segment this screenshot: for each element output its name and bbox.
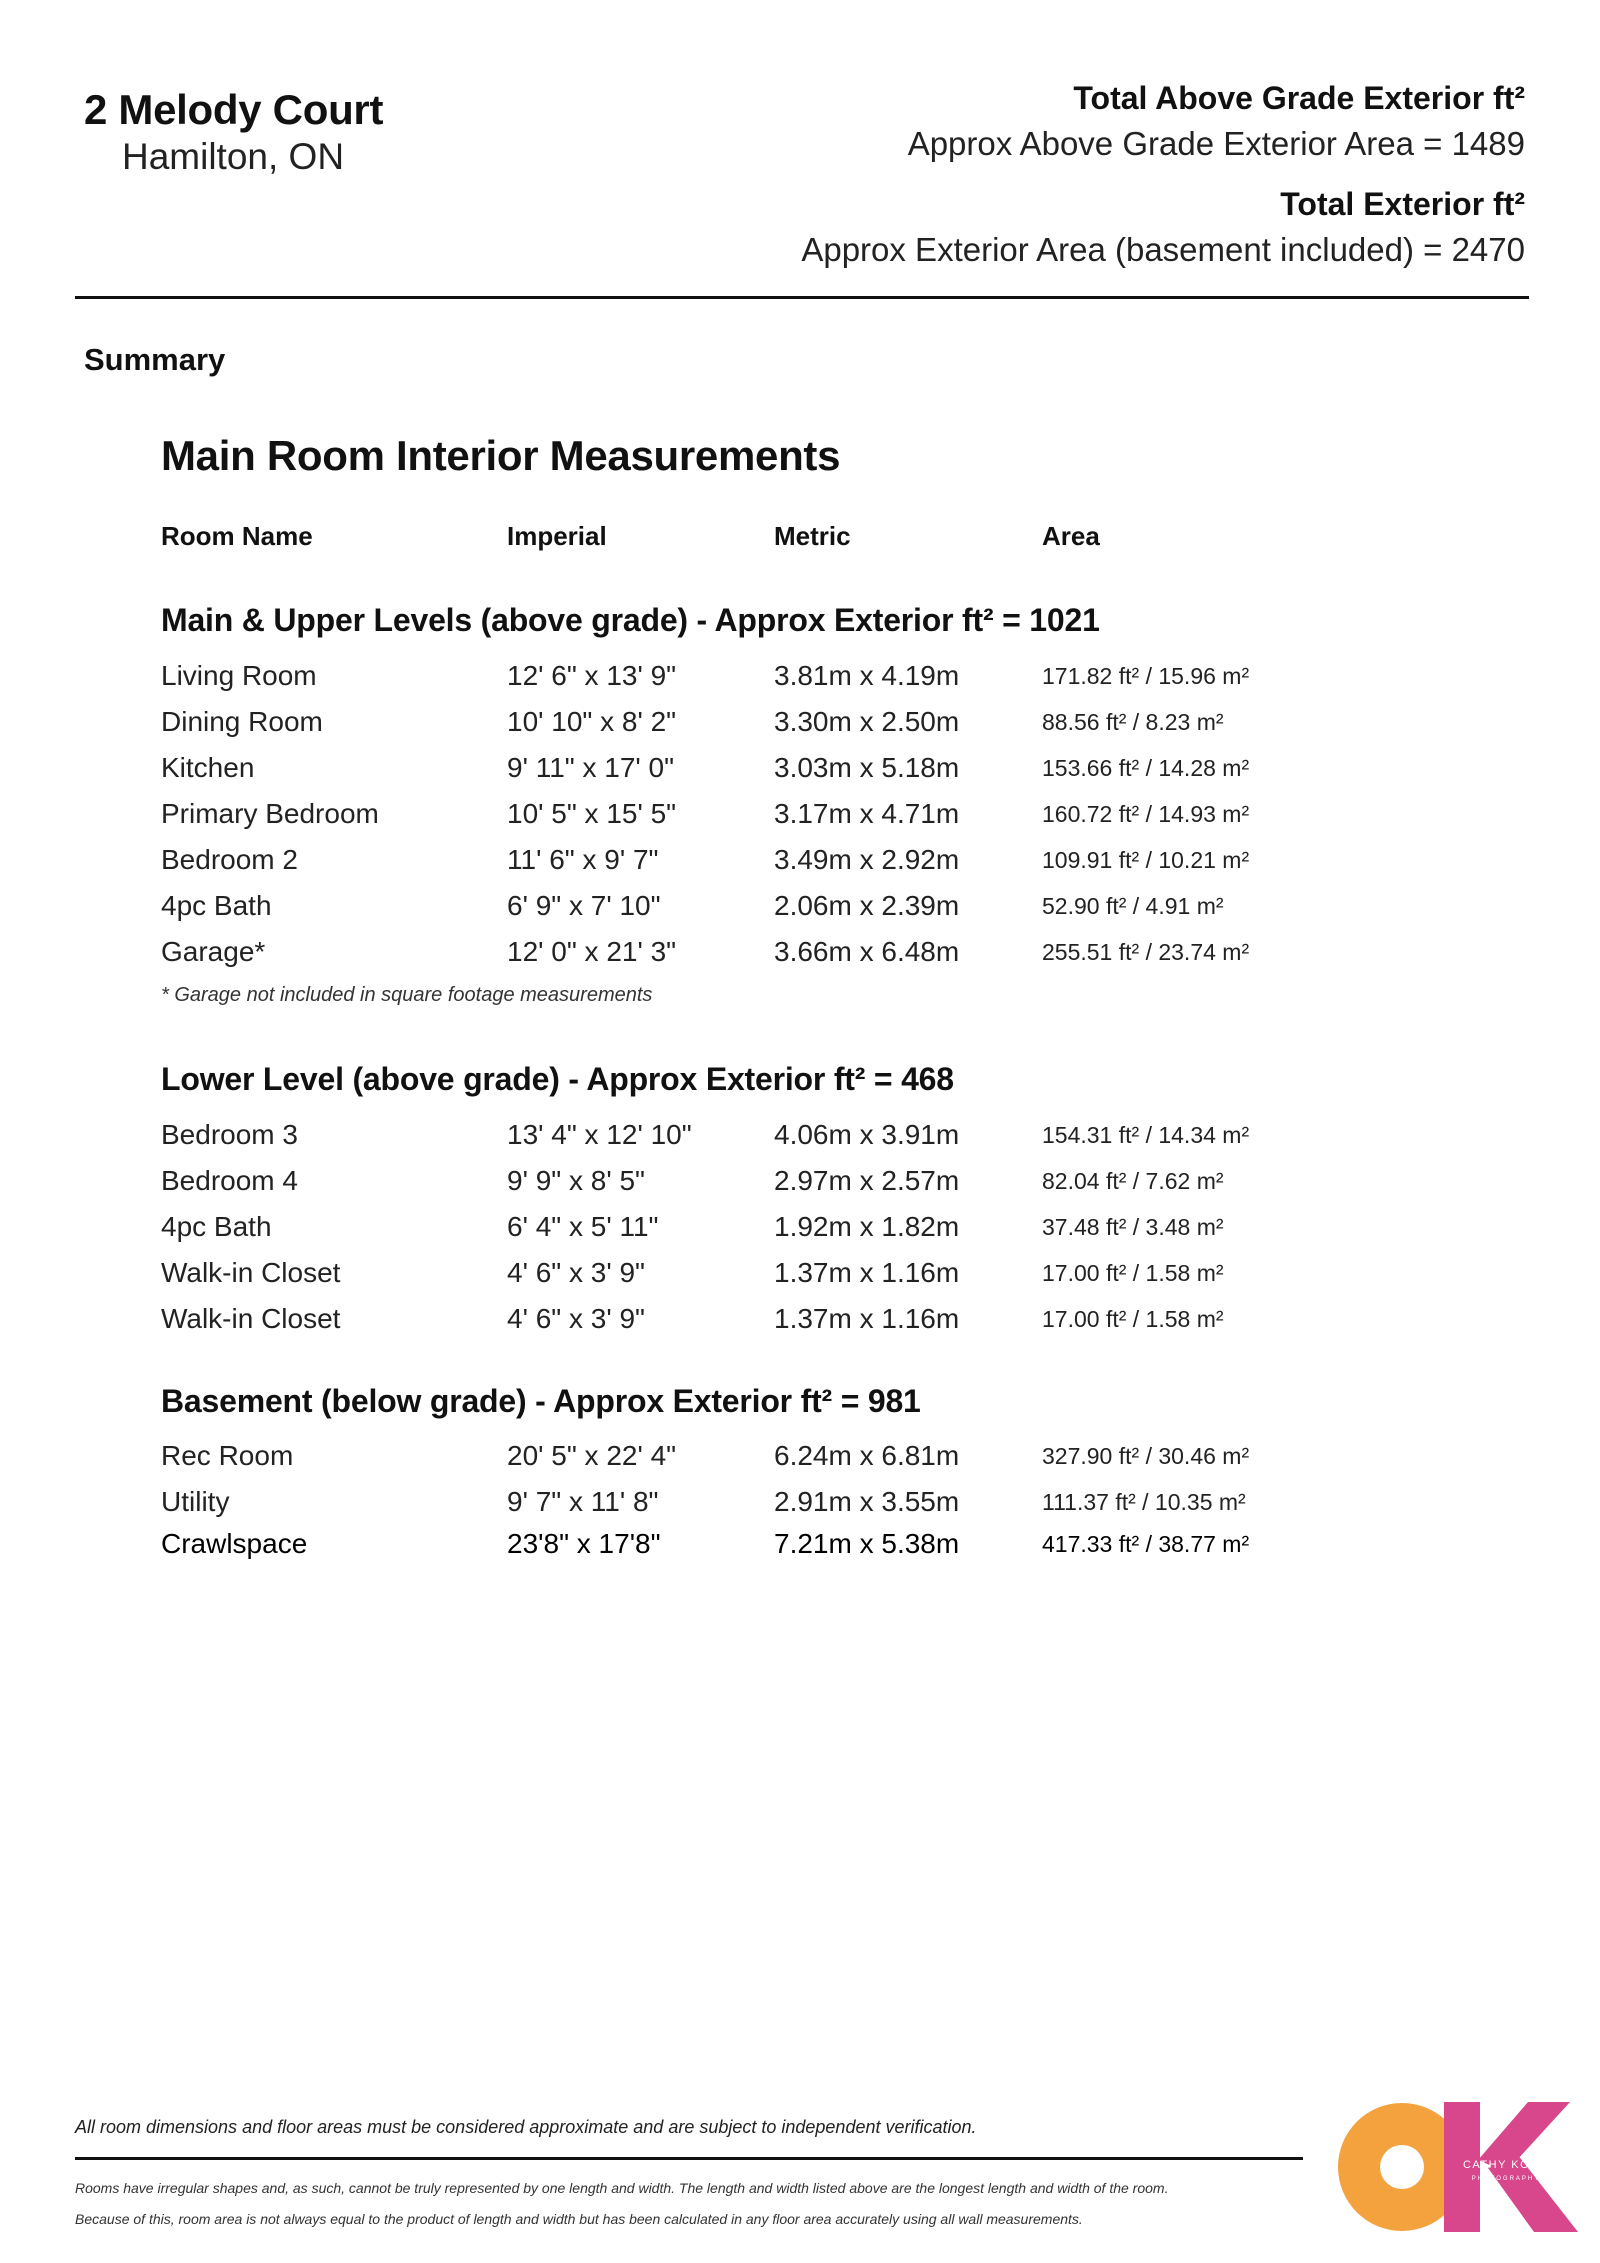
room-imperial: 9' 9" x 8' 5" [507,1165,645,1196]
page-title: Main Room Interior Measurements [161,432,841,479]
table-row [0,1165,1600,1205]
logo-name: CATHY KOOP [1462,2159,1550,2171]
above-grade-title: Total Above Grade Exterior ft² [1073,80,1525,116]
table-row [0,1303,1600,1343]
room-imperial: 10' 10" x 8' 2" [507,706,677,737]
table-row [0,1528,1600,1568]
logo-tagline: PHOTOGRAPHY [1471,2176,1541,2182]
above-grade-value: Approx Above Grade Exterior Area = 1489 [907,125,1525,162]
room-metric: 3.30m x 2.50m [774,706,960,737]
room-name: 4pc Bath [161,1211,272,1242]
column-header-area: Area [1042,521,1100,551]
room-name: 4pc Bath [161,890,272,921]
room-imperial: 23'8" x 17'8" [507,1528,661,1559]
room-area: 327.90 ft² / 30.46 m² [1042,1443,1250,1469]
room-area: 52.90 ft² / 4.91 m² [1042,893,1224,919]
table-row [0,1119,1600,1159]
room-area: 171.82 ft² / 15.96 m² [1042,663,1250,689]
column-header-room-name: Room Name [161,521,313,551]
room-name: Bedroom 2 [161,844,298,875]
column-header-metric: Metric [774,521,851,551]
room-metric: 4.06m x 3.91m [774,1119,960,1150]
room-imperial: 13' 4" x 12' 10" [507,1119,692,1150]
room-name: Primary Bedroom [161,798,379,829]
property-address: 2 Melody Court [84,86,384,133]
room-imperial: 9' 7" x 11' 8" [507,1486,659,1517]
disclaimer-text: All room dimensions and floor areas must be considered approximate and are subject to independent verification. [75,2117,977,2137]
room-metric: 6.24m x 6.81m [774,1440,960,1471]
room-name: Rec Room [161,1440,294,1471]
footer-divider [75,2157,1303,2160]
room-area: 17.00 ft² / 1.58 m² [1042,1260,1224,1286]
room-imperial: 11' 6" x 9' 7" [507,844,659,875]
room-imperial: 12' 6" x 13' 9" [507,660,677,691]
room-imperial: 10' 5" x 15' 5" [507,798,677,829]
room-name: Walk-in Closet [161,1257,341,1288]
room-metric: 3.17m x 4.71m [774,798,960,829]
room-area: 82.04 ft² / 7.62 m² [1042,1168,1224,1194]
room-area: 160.72 ft² / 14.93 m² [1042,801,1250,827]
total-exterior-value: Approx Exterior Area (basement included) = 2470 [801,231,1525,268]
room-name: Walk-in Closet [161,1303,341,1334]
table-row [0,752,1600,792]
table-row [0,706,1600,746]
room-name: Garage* [161,936,266,967]
section-heading-lower-level: Lower Level (above grade) - Approx Exterior ft² = 468 [161,1061,954,1097]
room-area: 154.31 ft² / 14.34 m² [1042,1122,1250,1148]
summary-label: Summary [84,342,226,377]
table-row [0,1211,1600,1251]
fine-print-1: Rooms have irregular shapes and, as such, cannot be truly represented by one length and width. The length and width listed above are the longest length and width of the room. [75,2180,1169,2196]
total-exterior-title: Total Exterior ft² [1280,186,1525,222]
room-area: 109.91 ft² / 10.21 m² [1042,847,1250,873]
room-name: Utility [161,1486,230,1517]
room-imperial: 4' 6" x 3' 9" [507,1257,645,1288]
room-name: Bedroom 4 [161,1165,298,1196]
section-heading-main-upper: Main & Upper Levels (above grade) - Approx Exterior ft² = 1021 [161,602,1100,638]
room-area: 255.51 ft² / 23.74 m² [1042,939,1250,965]
table-row [0,844,1600,884]
section-heading-basement: Basement (below grade) - Approx Exterior ft² = 981 [161,1383,921,1419]
table-row [0,1257,1600,1297]
room-area: 88.56 ft² / 8.23 m² [1042,709,1224,735]
room-metric: 1.37m x 1.16m [774,1303,960,1334]
room-name: Crawlspace [161,1528,308,1559]
cathy-koop-logo [1338,2102,1578,2232]
room-imperial: 6' 4" x 5' 11" [507,1211,659,1242]
room-imperial: 6' 9" x 7' 10" [507,890,661,921]
room-area: 17.00 ft² / 1.58 m² [1042,1306,1224,1332]
room-imperial: 12' 0" x 21' 3" [507,936,677,967]
property-city: Hamilton, ON [122,136,345,177]
logo-o-hole [1380,2145,1424,2189]
column-header-imperial: Imperial [507,521,607,551]
room-area: 37.48 ft² / 3.48 m² [1042,1214,1224,1240]
room-imperial: 9' 11" x 17' 0" [507,752,675,783]
room-name: Kitchen [161,752,255,783]
table-row [0,660,1600,700]
room-metric: 2.97m x 2.57m [774,1165,960,1196]
header-divider [75,296,1529,299]
room-metric: 3.81m x 4.19m [774,660,960,691]
room-metric: 3.66m x 6.48m [774,936,960,967]
room-name: Dining Room [161,706,323,737]
room-metric: 2.91m x 3.55m [774,1486,960,1517]
table-row [0,798,1600,838]
room-metric: 3.03m x 5.18m [774,752,960,783]
room-area: 111.37 ft² / 10.35 m² [1042,1489,1246,1515]
room-imperial: 4' 6" x 3' 9" [507,1303,645,1334]
table-row [0,890,1600,930]
room-metric: 2.06m x 2.39m [774,890,960,921]
room-metric: 3.49m x 2.92m [774,844,960,875]
table-row [0,1486,1600,1526]
room-metric: 1.37m x 1.16m [774,1257,960,1288]
room-name: Living Room [161,660,317,691]
room-metric: 7.21m x 5.38m [774,1528,960,1559]
room-name: Bedroom 3 [161,1119,298,1150]
garage-footnote: * Garage not included in square footage measurements [161,984,653,1006]
room-area: 417.33 ft² / 38.77 m² [1042,1531,1250,1557]
room-metric: 1.92m x 1.82m [774,1211,960,1242]
room-area: 153.66 ft² / 14.28 m² [1042,755,1250,781]
table-row [0,936,1600,976]
table-row [0,1440,1600,1480]
fine-print-2: Because of this, room area is not always equal to the product of length and width but has been calculated in any floor area accurately using all wall measurements. [75,2211,1083,2227]
room-imperial: 20' 5" x 22' 4" [507,1440,677,1471]
